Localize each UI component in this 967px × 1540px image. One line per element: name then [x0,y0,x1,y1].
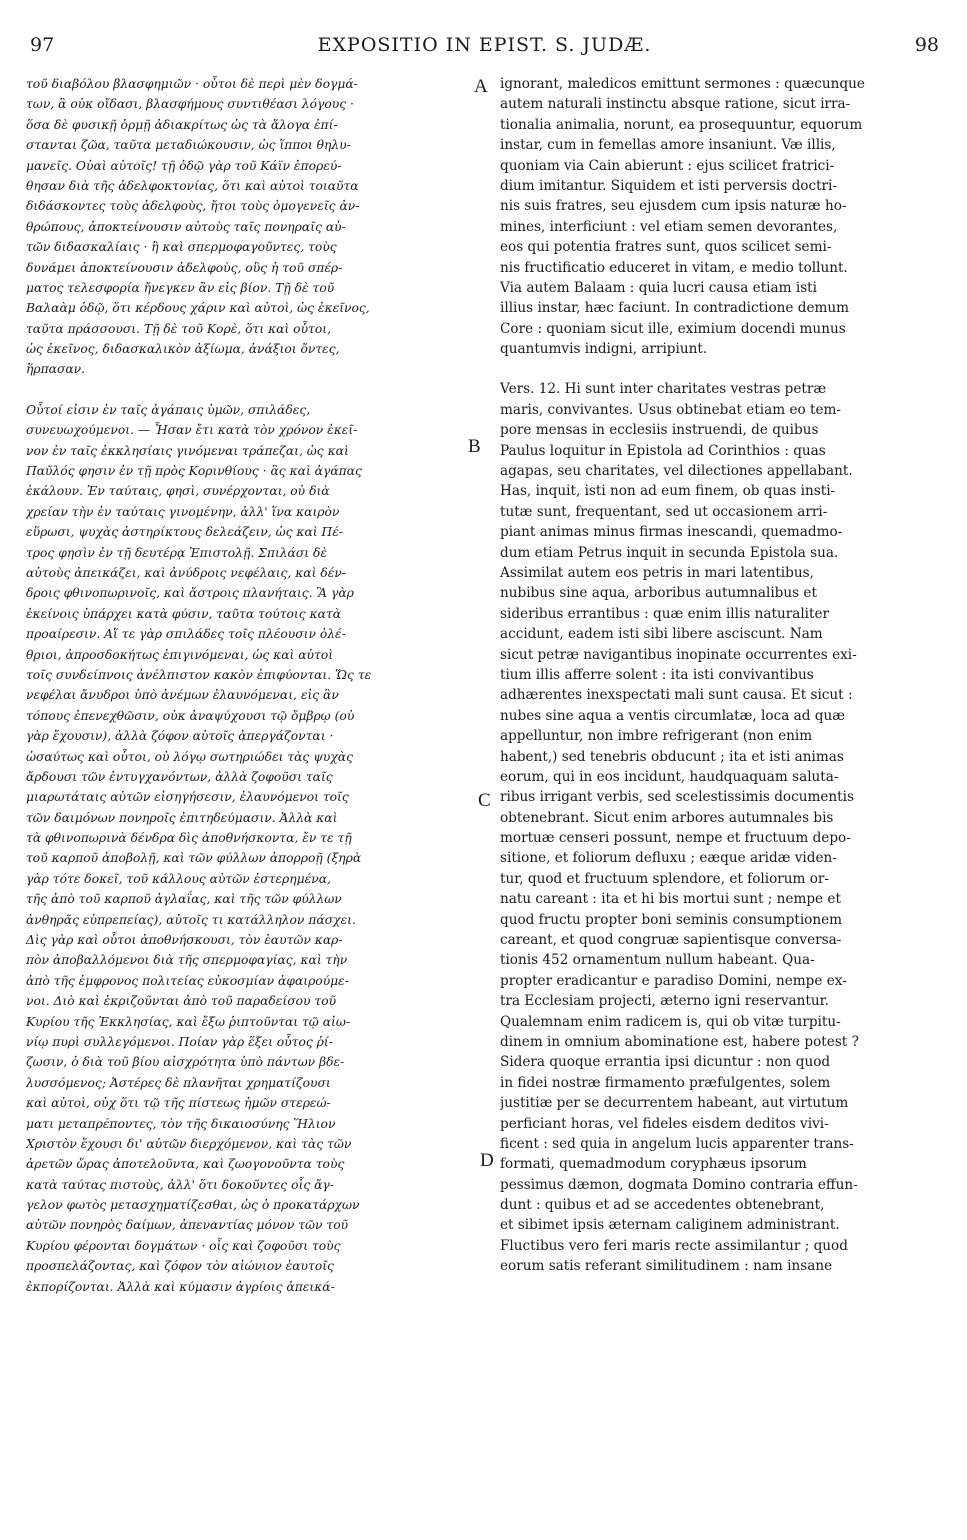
text-line: ταῦτα πράσσουσι. Τῇ δὲ τοῦ Κορὲ, ὅτι καὶ οὗτοι, [26,321,331,336]
text-line: ζωσιν, ὁ διὰ τοῦ βίου αἰσχρότητα ὑπὸ πάντων βδε- [26,1055,345,1070]
text-line: quoniam via Cain abierunt : ejus scilicet fratrici- [500,157,835,174]
text-line: ribus irrigant verbis, sed scelestissimis documentis [500,789,854,806]
text-line: Via autem Balaam : quia lucri causa etiam isti [500,279,817,296]
text-line: Κυρίου τῆς Ἐκκλησίας, καὶ ἔξω ῥιπτοῦνται τῷ αἰω- [26,1014,351,1029]
text-line: eorum satis referant similitudinem : nam insane [500,1258,833,1275]
text-line: αὐτῶν πονηρὸς δαίμων, ἀπεναντίας μόνον τῶν τοῦ [26,1218,349,1233]
text-line: γελον φωτὸς μετασχηματίζεσθαι, ὡς ὁ προκατάρχων [26,1198,360,1213]
text-line: tionis 452 ornamentum nullum habeant. Qua- [500,952,815,969]
text-line: tutæ sunt, frequentant, sed ut occasionem arri- [500,503,828,520]
text-line: νοι. Διὸ καὶ ἐκριζοῦνται ἀπὸ τοῦ παραδείσου τοῦ [26,994,337,1009]
text-line: εὕρωσι, ψυχὰς ἀστηρίκτους δελεάζειν, ὡς καὶ Πέ- [26,525,343,540]
text-line: tur, quod et fructuum splendore, et foliorum or- [500,870,829,887]
text-line: τρος φησὶν ἐν τῇ δευτέρᾳ Ἐπιστολῇ. Σπιλάσι δὲ [26,545,327,560]
text-line: sicut petræ navigantibus inopinate occurrentes exi- [500,646,857,663]
text-line: Δὶς γὰρ καὶ οὗτοι ἀποθνήσκουσι, τὸν ἑαυτῶν καρ- [26,933,343,948]
text-line: in fidei nostræ firmamento præfulgentes, solem [500,1074,831,1091]
text-line: illius instar, hæc faciunt. In contradictione demum [500,300,850,317]
text-line: νίῳ πυρὶ συλλεγόμενοι. Ποίαν γὰρ ἕξει οὗτος ῥί- [26,1034,333,1049]
latin-column [500,74,940,1277]
text-line: appelluntur, non imbre refrigerant (non enim [500,728,813,745]
section-marker-c: C [478,790,491,811]
text-line: νεφέλαι ἄνυδροι ὑπὸ ἀνέμων ἐλαυνόμεναι, εἰς ἃν [26,688,339,703]
text-line: formati, quemadmodum coryphæus ipsorum [500,1156,807,1173]
greek-paragraph-1 [26,74,471,380]
text-line: προαίρεσιν. Αἵ τε γὰρ σπιλάδες τοῖς πλέουσιν ὀλέ- [26,627,346,642]
page-number-right: 98 [914,34,939,56]
running-title: EXPOSITIO IN EPIST. S. JUDÆ. [317,34,652,56]
text-line: ἀρετῶν ὥρας ἀποτελοῦντα, καὶ ζωογονοῦντα τοὺς [26,1157,345,1172]
text-line: tium illis afferre solent : ita isti convivantibus [500,666,814,683]
text-line: ἐκπορίζονται. Ἀλλὰ καὶ κύμασιν ἀγρίοις ἀπεικά- [26,1279,335,1294]
text-line: ἐκείνοις ὑπάρχει κατὰ φύσιν, ταῦτα τούτοις κατὰ [26,606,342,621]
text-line: dium imitantur. Siquidem et isti perversis doctri- [500,177,837,194]
text-line: Οὗτοί εἰσιν ἐν ταῖς ἀγάπαις ὑμῶν, σπιλάδες, [26,402,311,417]
text-line: γὰρ τότε δοκεῖ, τοῦ κάλλους αὐτῶν ἐστερημένα, [26,871,331,886]
text-line: tionalia animalia, norunt, ea prosequuntur, equorum [500,116,863,133]
text-line: tra Ecclesiam projecti, æterno igni reservantur. [500,993,829,1010]
text-line: sideribus errantibus : quæ enim illis naturaliter [500,605,830,622]
text-line: διδάσκοντες τοὺς ἀδελφοὺς, ἤτοι τοὺς ὁμογενεῖς ἀν- [26,199,360,214]
text-line: Has, inquit, isti non ad eum finem, ob quas insti- [500,483,836,500]
text-line: θρώπους, ἀποκτείνουσιν αὐτοὺς ταῖς πονηραῖς αὐ- [26,219,346,234]
text-line: sitione, et foliorum defluxu ; eæque aridæ viden- [500,850,837,867]
text-line: piant animas minus firmas inescandi, quemadmo- [500,524,843,541]
running-header [30,34,939,64]
text-line: quod fructu propter boni seminis consumptionem [500,911,843,928]
text-line: nis fructificatio educeret in vitam, e medio tollunt. [500,259,848,276]
text-line: τῶν δαιμόνων πονηροῖς ἐπιτηδεύμασιν. Ἀλλὰ καὶ [26,810,338,825]
text-line: Κυρίου φέρονται δογμάτων · οἷς καὶ ζοφοῦσι τοὺς [26,1238,341,1253]
text-line: νον ἐν ταῖς ἐκκλησίαις γινόμεναι τράπεζαι, ὡς καὶ [26,443,349,458]
text-line: habent,) sed tenebris obducunt ; ita et isti animas [500,748,844,765]
text-line: ἀπὸ τῆς ἐμφρονος πολιτείας εὐκοσμίαν ἀφαιρούμε- [26,973,349,988]
text-line: καὶ αὐτοὶ, οὐχ ὅτι τῷ τῆς πίστεως ἡμῶν στερεώ- [26,1096,331,1111]
text-line: ματος τελεσφορία ἤνεγκεν ἂν εἰς βίον. Τῇ δὲ τοῦ [26,280,335,295]
text-line: ἥρπασαν. [26,362,86,377]
text-line: ficent : sed quia in angelum lucis apparenter trans- [500,1135,854,1152]
text-line: pessimus dæmon, dogmata Domino contraria effun- [500,1176,858,1193]
greek-column [26,74,471,1297]
text-line: τοῖς συνδείπνοις ἀνέλπιστον κακὸν ἐπιφύονται. Ὥς τε [26,667,372,682]
greek-paragraph-2 [26,400,471,1297]
text-line: Paulus loquitur in Epistola ad Corinthios : quas [500,442,826,459]
text-line: dunt : quibus et ad se accedentes obtenebrant, [500,1197,825,1214]
text-line: Core : quoniam sicut ille, eximium docendi munus [500,320,846,337]
text-line: τοῦ διαβόλου βλασφημιῶν · οὗτοι δὲ περὶ μὲν δογμά- [26,77,358,91]
text-line: et sibimet ipsis æternam caliginem administrant. [500,1217,840,1234]
text-line: λυσσόμενος; Ἀστέρες δὲ πλανῆται χρηματίζουσι [26,1075,331,1090]
text-line: χρείαν τὴν ἐν ταύταις γινομένην, ἀλλ' ἵνα καιρὸν [26,504,340,519]
text-line: ματι μεταπρέποντες, τὸν τῆς δικαιοσύνης Ἥλιον [26,1116,336,1131]
text-line: adhærentes inexspectati mali sunt causa. Et sicut : [500,687,853,704]
text-line: Παῦλός φησιν ἐν τῇ πρὸς Κορινθίους · ἃς καὶ ἀγάπας [26,464,362,479]
text-line: αὐτοὺς ἀπεικάζει, καὶ ἀνύδροις νεφέλαις, καὶ δέν- [26,565,346,580]
text-line: justitiæ per se decurrentem habeant, aut virtutum [500,1095,849,1112]
paragraph-gap [500,359,940,379]
text-line: eos qui potentia fratres sunt, quos scilicet semi- [500,239,832,256]
text-line: στανται ζῶα, ταῦτα μεταδιώκουσιν, ὡς ἵπποι θηλυ- [26,138,351,153]
paragraph-gap [26,380,471,400]
text-line: dinem in omnium abominatione est, habere potest ? [500,1033,859,1050]
text-line: συνευωχούμενοι. — Ἦσαν ἔτι κατὰ τὸν χρόνον ἐκεῖ- [26,423,358,438]
text-line: θριοι, ἀπροσδοκήτως ἐπιγινόμεναι, ὡς καὶ αὐτοὶ [26,647,334,662]
text-line: ὡς ἐκεῖνος, διδασκαλικὸν ἀξίωμα, ἀνάξιοι ὄντες, [26,342,340,357]
text-line: δροις φθινοπωρινοῖς, καὶ ἄστροις πλανήταις. Ἃ γὰρ [26,586,354,601]
text-line: ὅσα δὲ φυσικῇ ὁρμῇ ἀδιακρίτως ὡς τὰ ἄλογα ἐπί- [26,117,338,132]
text-line: maris, convivantes. Usus obtinebat etiam eo tem- [500,401,841,418]
text-line: τόπους ἐπενεχθῶσιν, οὐκ ἀναψύχουσι τῷ ὄμβρῳ (οὐ [26,708,355,723]
text-line: Βαλαὰμ ὁδῷ, ὅτι κέρδους χάριν καὶ αὐτοὶ, ὡς ἐκεῖνος, [26,301,370,316]
text-line: τοῦ καρποῦ ἀποβολῇ, καὶ τῶν φύλλων ἀπορροῇ (ξηρὰ [26,851,362,866]
text-line: Fluctibus vero feri maris recte assimilantur ; quod [500,1237,848,1254]
text-line: natu careant : ita et hi bis mortui sunt ; nempe et [500,891,841,908]
latin-paragraph-1 [500,74,940,359]
text-line: δυνάμει ἀποκτείνουσιν ἀδελφοὺς, οὓς ἡ τοῦ σπέρ- [26,260,343,275]
text-line: Sidera quoque errantia ipsi dicuntur : non quod [500,1054,831,1071]
text-line: Qualemnam enim radicem is, qui ob vitæ turpitu- [500,1013,841,1030]
text-line: ἀνθηρᾶς εὐπρεπείας), αὐτοῖς τι κατάλληλον πάσχει. [26,912,356,927]
text-line: των, ἃ οὐκ οἴδασι, βλασφήμους συντιθέασι λόγους · [26,97,354,112]
page-number-left: 97 [30,34,55,56]
text-line: μανεῖς. Οὐαὶ αὐτοῖς! τῇ ὁδῷ γὰρ τοῦ Κάϊν ἐπορεύ- [26,158,342,173]
text-line: ὡσαύτως καὶ οὗτοι, οὐ λόγῳ σωτηριώδει τὰς ψυχὰς [26,749,353,764]
text-line: γὰρ ἔχουσιν), ἀλλὰ ζόφον αὐτοῖς ἀπεργάζονται · [26,729,334,744]
text-line: τῶν διδασκαλίαις · ἢ καὶ σπερμοφαγοῦντες, τοὺς [26,240,337,255]
text-line: κατὰ ταύτας πιστοὺς, ἀλλ' ὅτι δοκοῦντες οἷς ἄγ- [26,1177,334,1192]
text-line: μιαρωτάταις αὐτῶν εἰσηγήσεσιν, ἐλαυνόμενοι τοῖς [26,790,349,805]
text-line: τῆς ἀπὸ τοῦ καρποῦ ἀγλαΐας, καὶ τῆς τῶν φύλλων [26,892,342,907]
text-line: ignorant, maledicos emittunt sermones : quæcunque [500,76,865,92]
text-line: careant, et quod congruæ sapientisque conversa- [500,932,842,949]
text-line: obtenebrant. Sicut enim arbores autumnales bis [500,809,834,826]
text-line: agapas, seu charitates, vel dilectiones appellabant. [500,463,853,480]
section-marker-a: A [474,76,488,97]
text-line: ἄρδουσι τῶν ἐντυγχανόντων, ἀλλὰ ζοφοῦσι ταῖς [26,769,333,784]
text-line: Χριστὸν ἔχουσι δι' αὐτῶν διερχόμενον, καὶ τὰς τῶν [26,1136,352,1151]
text-line: nis suis fratres, seu ejusdem cum ipsis naturæ ho- [500,198,847,215]
latin-paragraph-2 [500,379,940,1276]
text-line: τὰ φθινοπωρινὰ δένδρα δὶς ἀποθνήσκοντα, ἔν τε τῇ [26,831,352,846]
text-line: προσπελάζοντας, καὶ ζόφον τὸν αἰώνιον ἑαυτοῖς [26,1259,334,1274]
text-line: eorum, qui in eos incidunt, haudquaquam saluta- [500,768,839,785]
text-line: propter eradicantur e paradiso Domini, nempe ex- [500,972,847,989]
text-line: quantumvis indigni, arripiunt. [500,341,708,358]
text-line: instar, cum in femellas amore insaniunt. Væ illis, [500,137,836,154]
text-line: θησαν διὰ τῆς ἀδελφοκτονίας, ὅτι καὶ αὐτοὶ τοιαῦτα [26,178,359,193]
text-line: pore mensas in ecclesiis instruendi, de quibus [500,422,819,439]
text-line: Vers. 12. Hi sunt inter charitates vestras petræ [500,381,827,398]
text-line: nubibus sine aqua, arboribus autumnalibus et [500,585,817,602]
section-marker-b: B [468,436,481,457]
text-line: ἐκάλουν. Ἐν ταύταις, φησὶ, συνέρχονται, οὐ διὰ [26,484,330,499]
text-line: nubes sine aqua a ventis circumlatæ, loca ad quæ [500,707,845,724]
text-line: mines, interficiunt : vel etiam semen devorantes, [500,218,838,235]
section-marker-d: D [480,1150,494,1171]
text-line: perficiant horas, vel fideles eisdem deditos vivi- [500,1115,829,1132]
text-line: Assimilat autem eos petris in mari latentibus, [500,564,814,581]
text-line: accidunt, eadem isti sibi libere asciscunt. Nam [500,626,823,643]
text-line: dum etiam Petrus inquit in secunda Epistola sua. [500,544,839,561]
text-line: autem naturali instinctu absque ratione, sicut irra- [500,96,851,113]
text-line: mortuæ censeri possunt, nempe et fructuum depo- [500,830,851,847]
text-line: πὸν ἀποβαλλόμενοι διὰ τῆς σπερμοφαγίας, καὶ τὴν [26,953,348,968]
